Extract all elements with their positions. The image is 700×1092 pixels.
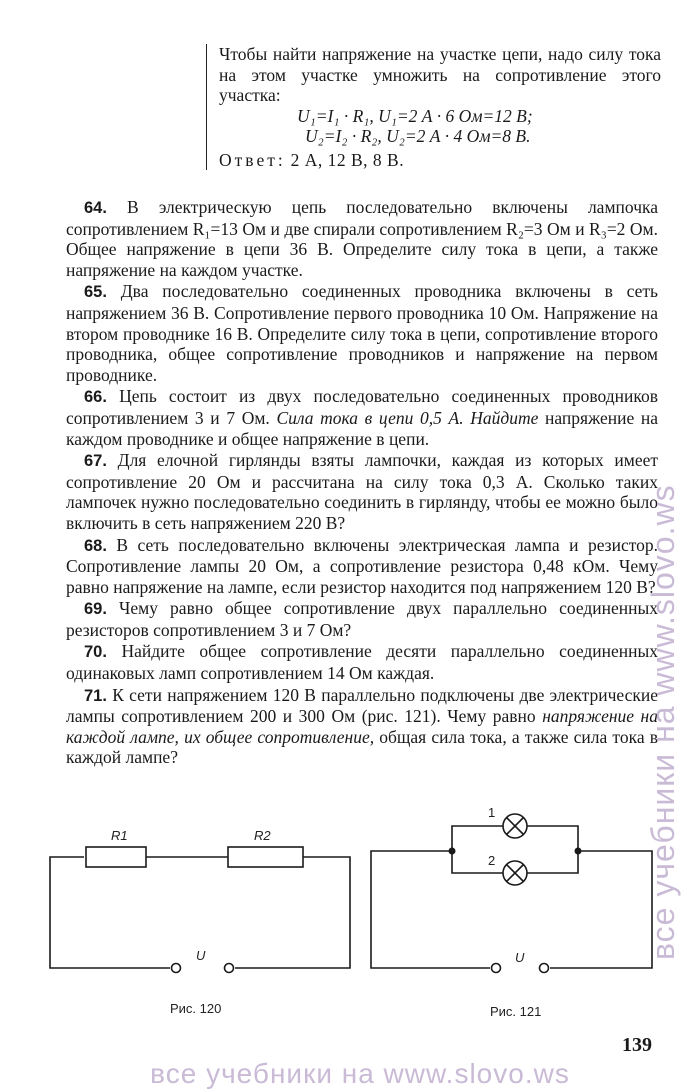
problem-69 [66, 598, 658, 640]
label-lamp-1: 1 [488, 805, 496, 820]
problem-number: 65. [84, 283, 107, 302]
solution-answer [219, 150, 661, 171]
lamp-2 [503, 861, 527, 885]
problem-70 [66, 641, 658, 683]
problem-number: 64. [84, 199, 107, 217]
terminal-left [492, 964, 501, 973]
problem-text: Чему равно общее сопротивление двух параллельно соединенных резисторов сопротивлением 3 и 7 Ом? [66, 598, 659, 640]
lamp-1 [503, 814, 527, 838]
terminal-right [225, 964, 234, 973]
branch-1-right [527, 826, 578, 851]
problems-list [66, 197, 658, 769]
branch-2-right [527, 851, 578, 873]
problem-text: В сеть последовательно включены электрическая лампа и резистор. Сопротивление лампы 20 Ом, а сопротивление резистора 0,48 кОм. Чему равно напряжение на лампе, если резистор находится под напряжением 120 В? [66, 534, 659, 597]
answer-value: 2 А, 12 В, 8 В. [290, 149, 405, 170]
wire-left [50, 857, 170, 968]
branch-1-left [452, 826, 503, 851]
branch-2-left [452, 851, 503, 873]
caption-fig120: Рис. 120 [170, 1001, 222, 1016]
problem-65 [66, 281, 658, 385]
problem-text: Для елочной гирлянды взяты лампочки, каждая из которых имеет сопротивление 20 Ом и рассчитана на силу тока 0,3 А. Сколько таких лампочек нужно последовательно соединить в гирлянду, чтобы ее можно было включить в сеть напряжением 220 В? [66, 450, 659, 533]
problem-71 [66, 685, 658, 768]
label-u-fig121: U [515, 950, 525, 965]
problem-text: К сети напряжением 120 В параллельно подключены две электрические лампы сопротивлением 200 и 300 Ом (рис. 121). Чему равно [66, 684, 658, 727]
problem-text: Найдите общее сопротивление десяти параллельно соединенных одинаковых ламп сопротивлением 14 Ом каждая. [66, 641, 659, 684]
bottom-watermark: все учебники на www.slovo.ws [150, 1058, 570, 1089]
problem-text-italic: Сила тока в цепи 0,5 А. Найдите [276, 407, 539, 428]
problem-text-tail: напряжение на каждом проводнике и общее напряжение в цепи. [66, 407, 658, 449]
problem-text: Цепь состоит из двух последовательно соединенных проводников сопротивлением 3 и 7 Ом. [66, 386, 658, 428]
label-r1: R1 [111, 828, 128, 843]
terminal-right [540, 964, 549, 973]
circuit-parallel-diagram [371, 814, 652, 973]
solution-block [206, 44, 661, 170]
problem-number: 71. [84, 686, 107, 705]
label-u-fig120: U [196, 948, 206, 963]
problem-68 [66, 535, 658, 598]
problem-text: Два последовательно соединенных проводника включены в сеть напряжением 36 В. Сопротивление первого проводника 10 Ом. Напряжение на втором проводнике 16 В. Определите силу тока в цепи, сопротивление второго проводника, общее сопротивление проводников и напряжение на первом проводнике. [66, 281, 658, 385]
label-r2: R2 [254, 828, 271, 843]
solution-formula-1: U₁=I₁ · R₁, U₁=2 А · 6 Ом=12 В; [297, 105, 533, 126]
resistor-r2 [228, 847, 303, 867]
wire-right [550, 851, 652, 968]
problem-64 [66, 197, 658, 280]
problem-text-tail: общая сила тока, а также сила тока в каждой лампе? [66, 726, 659, 768]
problem-67 [66, 450, 658, 533]
caption-fig121: Рис. 121 [490, 1004, 542, 1019]
answer-label: Ответ: [219, 149, 286, 170]
problem-text: В электрическую цепь последовательно включены лампочка сопротивлением R₁=13 Ом и две спирали сопротивлением R₂=3 Ом и R₃=2 Ом. Общее напряжение в цепи 36 В. Определите силу тока в цепи, а также напряжение на каждом участке. [66, 197, 658, 280]
wire-right [235, 857, 350, 968]
side-watermark: все учебники на www.slovo.ws [645, 484, 681, 960]
problem-number: 70. [84, 643, 107, 662]
terminal-left [172, 964, 181, 973]
junction-left [449, 848, 456, 855]
problem-text-italic: напряжение на каждой лампе, их общее сопротивление, [66, 706, 658, 747]
wire-left [371, 851, 490, 968]
resistor-r1 [86, 847, 146, 867]
page-number: 139 [622, 1034, 652, 1056]
junction-right [575, 848, 582, 855]
label-lamp-2: 2 [488, 853, 496, 868]
problem-number: 68. [84, 536, 107, 555]
problem-number: 66. [84, 388, 107, 407]
problem-66 [66, 386, 658, 449]
solution-text: Чтобы найти напряжение на участке цепи, надо силу тока на этом участке умножить на сопротивление этого участка: [219, 44, 661, 105]
circuit-figures [0, 790, 700, 1030]
solution-formula-2: U₂=I₂ · R₂, U₂=2 А · 4 Ом=8 В. [305, 126, 531, 146]
problem-number: 67. [84, 452, 107, 471]
problem-number: 69. [84, 600, 107, 619]
